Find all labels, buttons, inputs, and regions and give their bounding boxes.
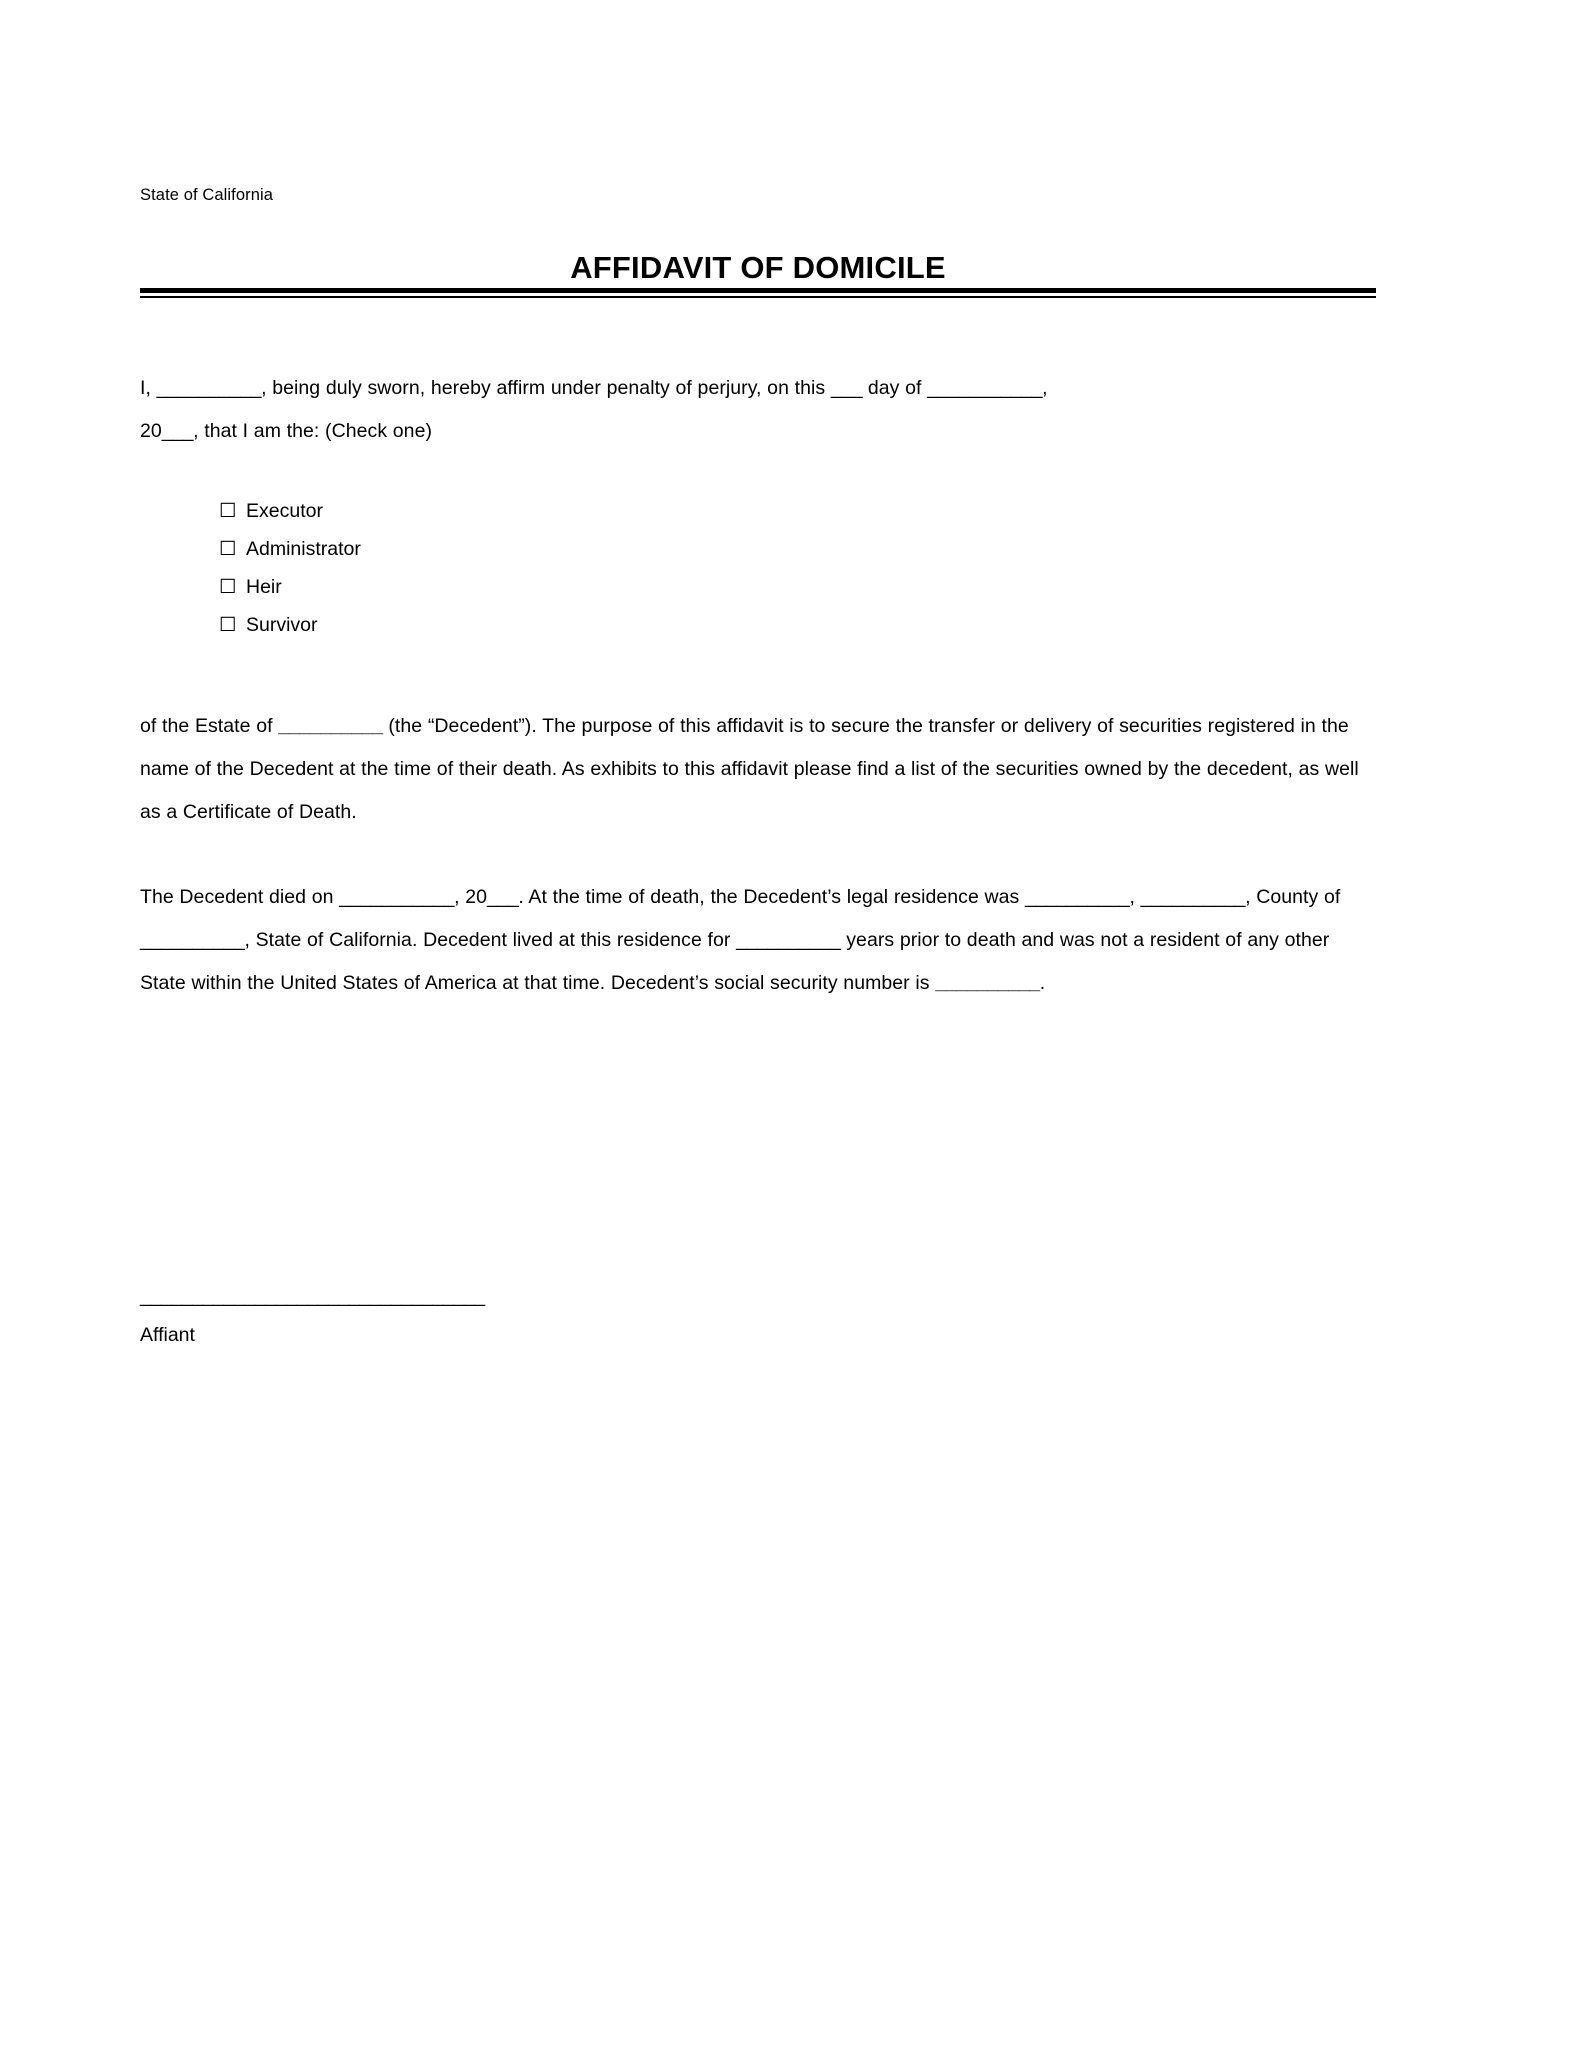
residence-text-4: , bbox=[1129, 886, 1141, 908]
residence-text-5: , County of bbox=[1245, 886, 1341, 908]
estate-text-2: (the “Decedent”). The purpose of this affidavit is to secure the transfer or delivery of securities registered in the name of the Decedent at the time of their death. As exhibits to this affidavit please find a list of the securities owned by the decedent, as well as a Certificate of Death. bbox=[140, 715, 1359, 823]
affiant-signature-label: Affiant bbox=[140, 1324, 195, 1346]
year-blank[interactable]: ___ bbox=[161, 420, 194, 442]
capacity-option-heir[interactable] bbox=[219, 568, 819, 606]
capacity-option-label: Heir bbox=[246, 576, 282, 598]
residence-text-2: , 20 bbox=[454, 886, 487, 908]
decedent-name-blank[interactable]: __________ bbox=[278, 715, 383, 737]
residence-text-3: . At the time of death, the Decedent’s legal residence was bbox=[518, 886, 1026, 908]
intro-text-4: , bbox=[1042, 377, 1048, 399]
capacity-option-label: Survivor bbox=[246, 614, 318, 636]
intro-text-5: 20 bbox=[140, 420, 162, 442]
title-divider bbox=[140, 288, 1376, 298]
residence-text-6: , State of California. Decedent lived at this residence for bbox=[244, 929, 737, 951]
capacity-option-label: Executor bbox=[246, 500, 323, 522]
day-blank[interactable]: ___ bbox=[830, 377, 863, 399]
capacity-option-survivor[interactable] bbox=[219, 606, 819, 644]
residence-paragraph-block bbox=[140, 876, 1376, 1005]
checkbox-icon[interactable]: ☐ bbox=[219, 576, 237, 598]
residence-paragraph bbox=[140, 876, 1376, 1005]
jurisdiction-line: State of California bbox=[140, 186, 274, 204]
intro-text-6: , that I am the: (Check one) bbox=[193, 420, 433, 442]
signature-block bbox=[140, 1282, 740, 1350]
death-year-blank[interactable]: ___ bbox=[487, 886, 519, 908]
county-blank[interactable]: __________ bbox=[140, 929, 245, 951]
intro-text-1: I, bbox=[140, 377, 157, 399]
residence-text-7: years prior to death and was not a resident of any other State within the United States of America at that time. Decedent’s social security number is bbox=[140, 929, 1330, 994]
affiant-signature-line[interactable]: _________________________________ bbox=[140, 1285, 485, 1307]
divider-thin-bar bbox=[140, 296, 1376, 298]
checkbox-icon[interactable]: ☐ bbox=[219, 500, 237, 522]
capacity-option-administrator[interactable] bbox=[219, 530, 819, 568]
month-blank[interactable]: ___________ bbox=[927, 377, 1043, 399]
death-date-blank[interactable]: ___________ bbox=[339, 886, 455, 908]
estate-paragraph bbox=[140, 705, 1376, 834]
capacity-option-executor[interactable] bbox=[219, 492, 819, 530]
years-of-residence-blank[interactable]: __________ bbox=[736, 929, 841, 951]
residence-text-1: The Decedent died on bbox=[140, 886, 340, 908]
intro-paragraph-block bbox=[140, 367, 1376, 453]
intro-paragraph bbox=[140, 367, 1376, 453]
checkbox-icon[interactable]: ☐ bbox=[219, 614, 237, 636]
estate-paragraph-block bbox=[140, 705, 1376, 834]
intro-text-2: , being duly sworn, hereby affirm under penalty of perjury, on this bbox=[261, 377, 831, 399]
address-blank[interactable]: __________ bbox=[1025, 886, 1130, 908]
capacity-option-label: Administrator bbox=[246, 538, 361, 560]
city-blank[interactable]: __________ bbox=[1140, 886, 1246, 908]
ssn-blank[interactable]: __________ bbox=[935, 972, 1040, 994]
capacity-checkbox-list bbox=[219, 492, 819, 644]
page-title: AFFIDAVIT OF DOMICILE bbox=[570, 249, 946, 285]
affiant-name-blank[interactable]: __________ bbox=[156, 377, 262, 399]
checkbox-icon[interactable]: ☐ bbox=[219, 538, 237, 560]
residence-text-8: . bbox=[1039, 972, 1046, 994]
intro-text-3: day of bbox=[862, 377, 928, 399]
estate-text-1: of the Estate of bbox=[140, 715, 279, 737]
